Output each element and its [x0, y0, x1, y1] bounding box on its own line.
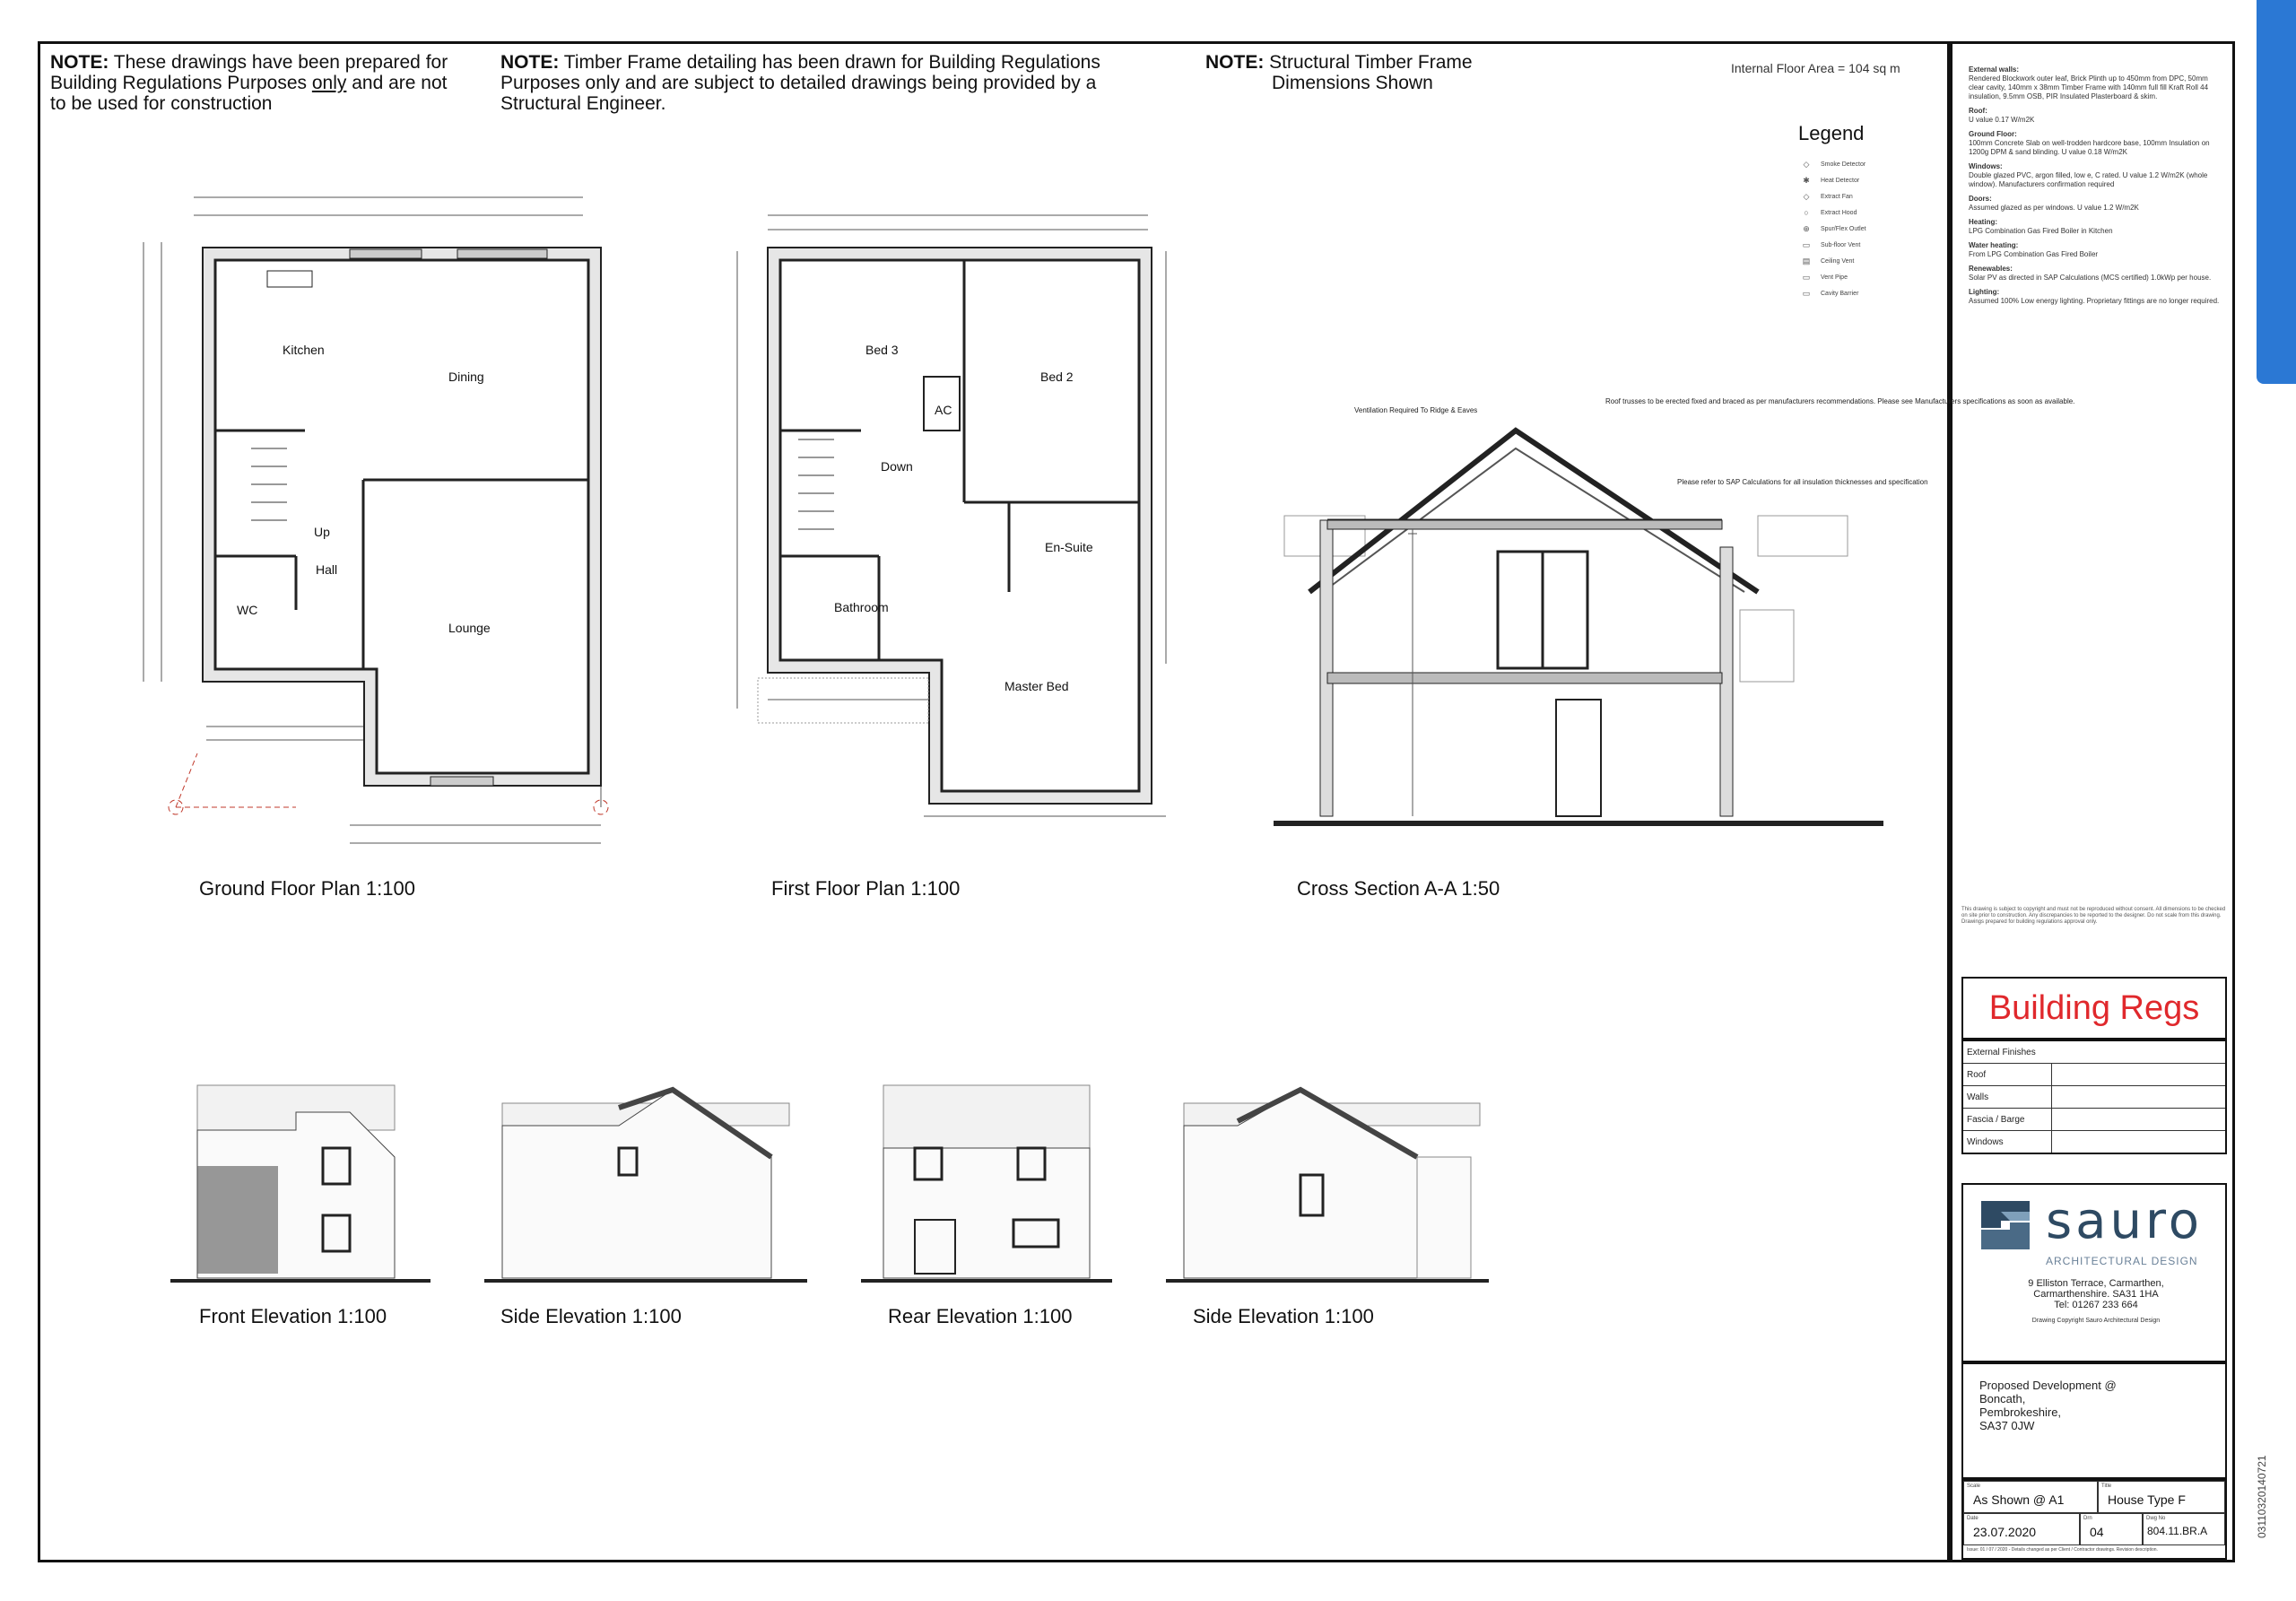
legend-label: Vent Pipe	[1821, 274, 1848, 281]
legend-symbol-icon: ▭	[1802, 240, 1811, 249]
legend-label: Extract Hood	[1821, 209, 1857, 216]
copyright-note: Drawing Copyright Sauro Architectural Design	[2031, 1318, 2161, 1324]
cross-section-drawing	[1238, 386, 2075, 852]
label-down: Down	[881, 459, 913, 474]
vertical-reference-id: 03110320140721	[2256, 1455, 2268, 1538]
room-ensuite: En-Suite	[1045, 540, 1093, 554]
company-address: 9 Elliston Terrace, Carmarthen, Carmarthenshire. SA31 1HA Tel: 01267 233 664	[2028, 1278, 2164, 1310]
spec-heading: Doors:	[1969, 195, 1992, 203]
sauro-logo-icon	[1974, 1194, 2037, 1257]
title-cell: Title House Type F	[2098, 1481, 2225, 1513]
section-note-trusses: Roof trusses to be erected fixed and braced as per manufacturers recommendations. Please see Manufacturers specifications as soon as available.	[1605, 397, 2075, 405]
legend-item	[1801, 271, 1848, 283]
airing-cupboard: AC	[935, 403, 952, 417]
room-hall: Hall	[316, 562, 338, 577]
title-value: House Type F	[2108, 1492, 2186, 1507]
drawn-value: 04	[2090, 1525, 2104, 1539]
ground-floor-plan	[117, 161, 637, 870]
finish-windows: Windows	[1962, 1131, 2052, 1154]
room-wc: WC	[237, 603, 258, 617]
status-label: Building Regs	[1961, 977, 2227, 1040]
legend-label: Ceiling Vent	[1821, 257, 1855, 265]
spec-heading: Heating:	[1969, 218, 1997, 226]
caption-rear-elevation: Rear Elevation 1:100	[888, 1305, 1073, 1327]
legend-label: Heat Detector	[1821, 177, 1860, 184]
legend-symbol-icon: ⊕	[1803, 224, 1810, 233]
floor-area-note: Internal Floor Area = 104 sq m	[1731, 61, 1900, 75]
legend-label: Spur/Flex Outlet	[1821, 225, 1866, 232]
revision-footer: Issue: 01 / 07 / 2020 - Details changed as per Client / Contractor drawings. Revision description.	[1967, 1547, 2158, 1553]
legend-symbol-icon: ▭	[1802, 273, 1811, 282]
spec-text: U value 0.17 W/m2K	[1969, 116, 2035, 124]
spec-heading: Ground Floor:	[1969, 130, 2017, 138]
room-dining: Dining	[448, 370, 484, 384]
spec-heading: Water heating:	[1969, 241, 2019, 249]
legend-item	[1801, 174, 1859, 187]
section-note-sap: Please refer to SAP Calculations for all insulation thicknesses and specification	[1677, 478, 1928, 486]
logo-wordmark: sauro	[2046, 1192, 2204, 1250]
caption-cross-section: Cross Section A-A 1:50	[1297, 877, 1500, 900]
label-up: Up	[314, 525, 330, 539]
spec-heading: Lighting:	[1969, 288, 2000, 296]
legend-symbol-icon: ▭	[1802, 289, 1811, 298]
room-kitchen: Kitchen	[283, 343, 325, 357]
caption-side-elevation-1: Side Elevation 1:100	[500, 1305, 682, 1327]
spec-text: From LPG Combination Gas Fired Boiler	[1969, 250, 2099, 258]
first-floor-plan	[718, 197, 1202, 834]
legend-item	[1801, 158, 1866, 170]
side-elevation-2-drawing	[1166, 1076, 1489, 1292]
logo-subtitle: ARCHITECTURAL DESIGN	[2046, 1255, 2198, 1267]
finish-fascia: Fascia / Barge	[1962, 1109, 2052, 1131]
spec-text: Double glazed PVC, argon filled, low e, C rated. U value 1.2 W/m2K (whole window). Manufacturers confirmation required	[1969, 171, 2208, 188]
room-lounge: Lounge	[448, 621, 491, 635]
legend-label: Smoke Detector	[1821, 161, 1866, 168]
project-address: Proposed Development @ Boncath, Pembrokeshire, SA37 0JW	[1979, 1379, 2117, 1432]
room-bed3: Bed 3	[865, 343, 899, 357]
finishes-header: External Finishes	[1962, 1040, 2226, 1064]
date-value: 23.07.2020	[1973, 1525, 2037, 1539]
room-bed2: Bed 2	[1040, 370, 1074, 384]
company-logo-box	[1961, 1183, 2227, 1362]
spec-text: Assumed glazed as per windows. U value 1.2 W/m2K	[1969, 204, 2139, 212]
legend-item	[1801, 190, 1853, 203]
fine-print: This drawing is subject to copyright and must not be reproduced without consent. All dimensions to be checked on site prior to construction. Any discrepancies to be reported to the designer. Do not scale from this drawing. Drawings prepared for building regulations approval only.	[1961, 907, 2226, 925]
finishes-table	[1961, 1040, 2227, 1154]
side-panel-tab[interactable]	[2257, 0, 2296, 384]
spec-text: Assumed 100% Low energy lighting. Proprietary fittings are no longer required.	[1969, 297, 2220, 305]
spec-heading: External walls:	[1969, 65, 2020, 74]
spec-text: 100mm Concrete Slab on well-trodden hardcore base, 100mm Insulation on 1200g DPM & sand blinding. U value 0.18 W/m2K	[1969, 139, 2210, 156]
scale-value: As Shown @ A1	[1973, 1492, 2065, 1507]
legend-label: Extract Fan	[1821, 193, 1853, 200]
drawing-number-cell: Dwg No 804.11.BR.A	[2143, 1513, 2225, 1545]
legend-label: Sub-floor Vent	[1821, 241, 1861, 248]
date-cell: Date 23.07.2020	[1963, 1513, 2080, 1545]
legend-item	[1801, 239, 1860, 251]
legend-symbol-icon: ○	[1804, 208, 1809, 217]
legend-item	[1801, 255, 1854, 267]
note-building-regs: NOTE: These drawings have been prepared for Building Regulations Purposes only and are not to be used for construction	[50, 52, 448, 114]
drawn-cell: Drn 04	[2080, 1513, 2143, 1545]
legend-item	[1801, 287, 1858, 300]
legend-symbol-icon: ◇	[1803, 192, 1810, 201]
note-timber-frame: NOTE: Timber Frame detailing has been drawn for Building Regulations Purposes only and are subject to detailed drawings being provided by a Structural Engineer.	[500, 52, 1100, 114]
legend-item	[1801, 206, 1857, 219]
specification-notes	[1969, 60, 2220, 306]
title-block	[1950, 41, 2235, 1562]
spec-heading: Roof:	[1969, 107, 1987, 115]
section-note-vent: Ventilation Required To Ridge & Eaves	[1354, 406, 1478, 414]
drawing-number-value: 804.11.BR.A	[2147, 1525, 2208, 1537]
room-bathroom: Bathroom	[834, 600, 889, 614]
room-master-bed: Master Bed	[1004, 679, 1069, 693]
legend-symbol-icon: ✱	[1803, 176, 1810, 185]
spec-text: Solar PV as directed in SAP Calculations (MCS certified) 1.0kWp per house.	[1969, 274, 2212, 282]
legend-symbol-icon: ▤	[1802, 257, 1811, 265]
finish-roof: Roof	[1962, 1064, 2052, 1086]
rear-elevation-drawing	[861, 1076, 1112, 1292]
scale-cell: Scale As Shown @ A1	[1963, 1481, 2098, 1513]
caption-ground-floor: Ground Floor Plan 1:100	[199, 877, 415, 900]
legend-label: Cavity Barrier	[1821, 290, 1859, 297]
legend-title: Legend	[1798, 122, 1865, 144]
spec-heading: Windows:	[1969, 162, 2003, 170]
finish-walls: Walls	[1962, 1086, 2052, 1109]
caption-front-elevation: Front Elevation 1:100	[199, 1305, 387, 1327]
spec-text: LPG Combination Gas Fired Boiler in Kitchen	[1969, 227, 2113, 235]
spec-text: Rendered Blockwork outer leaf, Brick Plinth up to 450mm from DPC, 50mm clear cavity, 140mm x 38mm Timber Frame with 140mm full fill Kraft Roll 44 insulation, 9.5mm OSB, PIR Insulated Plasterboard & skim.	[1969, 74, 2209, 100]
caption-side-elevation-2: Side Elevation 1:100	[1193, 1305, 1374, 1327]
project-box	[1961, 1362, 2227, 1479]
drawing-metadata	[1961, 1479, 2227, 1560]
legend-symbol-icon: ◇	[1803, 160, 1810, 169]
side-elevation-1-drawing	[484, 1076, 807, 1292]
legend-item	[1801, 222, 1866, 235]
note-structural: NOTE: Structural Timber Frame Dimensions Shown	[1205, 52, 1473, 93]
caption-first-floor: First Floor Plan 1:100	[771, 877, 961, 900]
spec-heading: Renewables:	[1969, 265, 2013, 273]
front-elevation-drawing	[170, 1076, 430, 1292]
